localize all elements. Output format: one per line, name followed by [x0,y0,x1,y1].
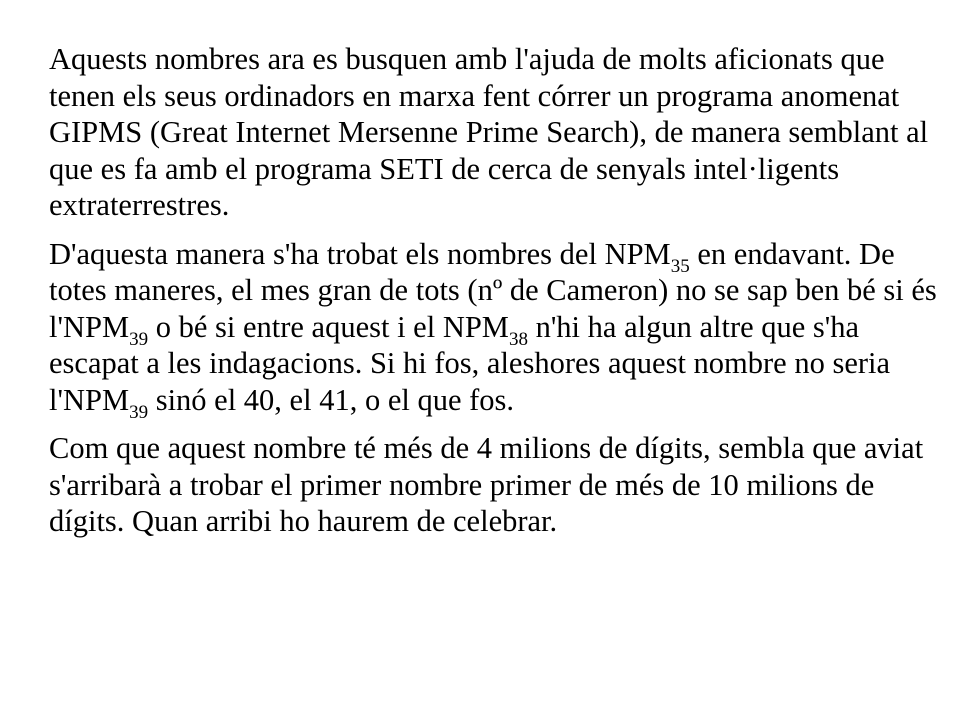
paragraph-text: o bé si entre aquest i el NPM [148,309,509,344]
paragraph-npm-discoveries [49,236,944,423]
paragraph-text: sinó el 40, el 41, o el que fos. [148,382,515,417]
subscript: 39 [129,328,149,350]
subscript: 35 [670,255,690,277]
paragraph-text: D'aquesta manera s'ha trobat els nombres del NPM [49,236,671,271]
paragraph-ten-million-digits: Com que aquest nombre té més de 4 milions de dígits, sembla que aviat s'arribarà a trobar el primer nombre primer de més de 10 milions de dígits. Quan arribi ho haurem de celebrar. [49,431,924,538]
paragraph-gimps: Aquests nombres ara es busquen amb l'ajuda de molts aficionats que tenen els seus ordinadors en marxa fent córrer un programa anomenat GIPMS (Great Internet Mersenne Prime Search), de manera semblant al que es fa amb el programa SETI de cerca de senyals intel·ligents extraterrestres. [49,42,929,222]
slide-body [49,41,944,552]
subscript: 39 [129,401,149,423]
paragraph-text: n'hi ha algun altre que s'ha escapat a les indagacions. Si hi fos, aleshores aquest nombre no seria l'NPM [49,309,891,417]
subscript: 38 [508,328,528,350]
paragraph-text: en endavant. De totes maneres, el mes gran de tots (nº de Cameron) no se sap ben bé si és l'NPM [49,236,937,344]
